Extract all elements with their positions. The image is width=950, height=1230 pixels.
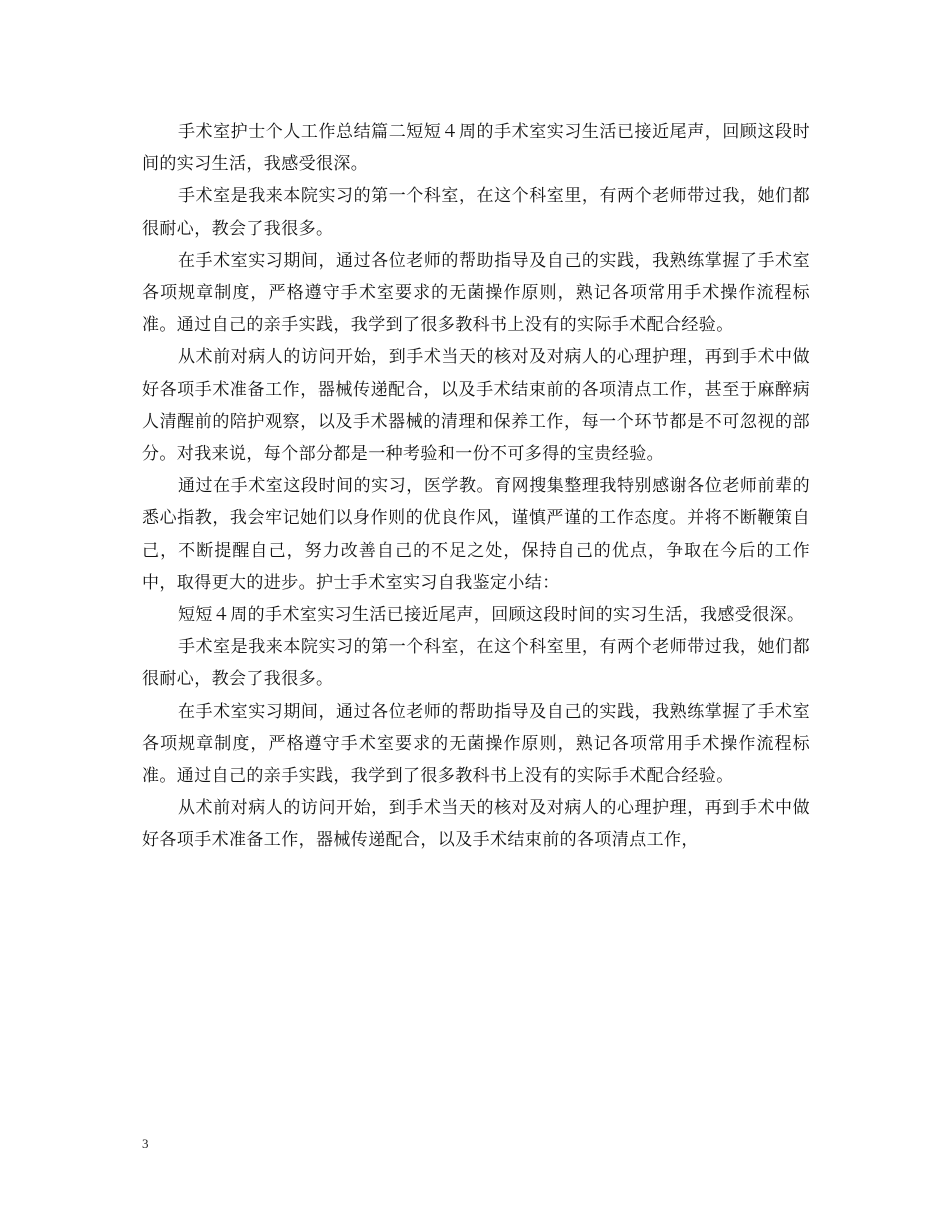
paragraph: 在手术室实习期间，通过各位老师的帮助指导及自己的实践，我熟练掌握了手术室各项规章制度，严格遵守手术室要求的无菌操作原则，熟记各项常用手术操作流程标准。通过自己的亲手实践，我学到了很多教科书上没有的实际手术配合经验。: [142, 250, 810, 336]
paragraph: 短短４周的手术室实习生活已接近尾声，回顾这段时间的实习生活，我感受很深。: [178, 605, 805, 626]
paragraph: 手术室护士个人工作总结篇二短短４周的手术室实习生活已接近尾声，回顾这段时间的实习生活，我感受很深。: [142, 122, 810, 175]
paragraph: 手术室是我来本院实习的第一个科室，在这个科室里，有两个老师带过我，她们都很耐心，教会了我很多。: [142, 186, 810, 239]
paragraph: 从术前对病人的访问开始，到手术当天的核对及对病人的心理护理，再到手术中做好各项手术准备工作，器械传递配合，以及手术结束前的各项清点工作，: [142, 798, 810, 851]
paragraph: 从术前对病人的访问开始，到手术当天的核对及对病人的心理护理，再到手术中做好各项手术准备工作，器械传递配合，以及手术结束前的各项清点工作，甚至于麻醉病人清醒前的陪护观察，以及手术器械的清理和保养工作，每一个环节都是不可忽视的部分。对我来说，每个部分都是一种考验和一份不可多得的宝贵经验。: [142, 347, 810, 465]
body-text: [142, 116, 810, 857]
paragraph: 手术室是我来本院实习的第一个科室，在这个科室里，有两个老师带过我，她们都很耐心，教会了我很多。: [142, 637, 810, 690]
page-number: 3: [142, 1136, 149, 1151]
paragraph: 通过在手术室这段时间的实习，医学教。育网搜集整理我特别感谢各位老师前辈的悉心指教，我会牢记她们以身作则的优良作风，谨慎严谨的工作态度。并将不断鞭策自己，不断提醒自己，努力改善自己的不足之处，保持自己的优点，争取在今后的工作中，取得更大的进步。护士手术室实习自我鉴定小结：: [142, 476, 810, 593]
paragraph: 在手术室实习期间，通过各位老师的帮助指导及自己的实践，我熟练掌握了手术室各项规章制度，严格遵守手术室要求的无菌操作原则，熟记各项常用手术操作流程标准。通过自己的亲手实践，我学到了很多教科书上没有的实际手术配合经验。: [142, 701, 810, 787]
